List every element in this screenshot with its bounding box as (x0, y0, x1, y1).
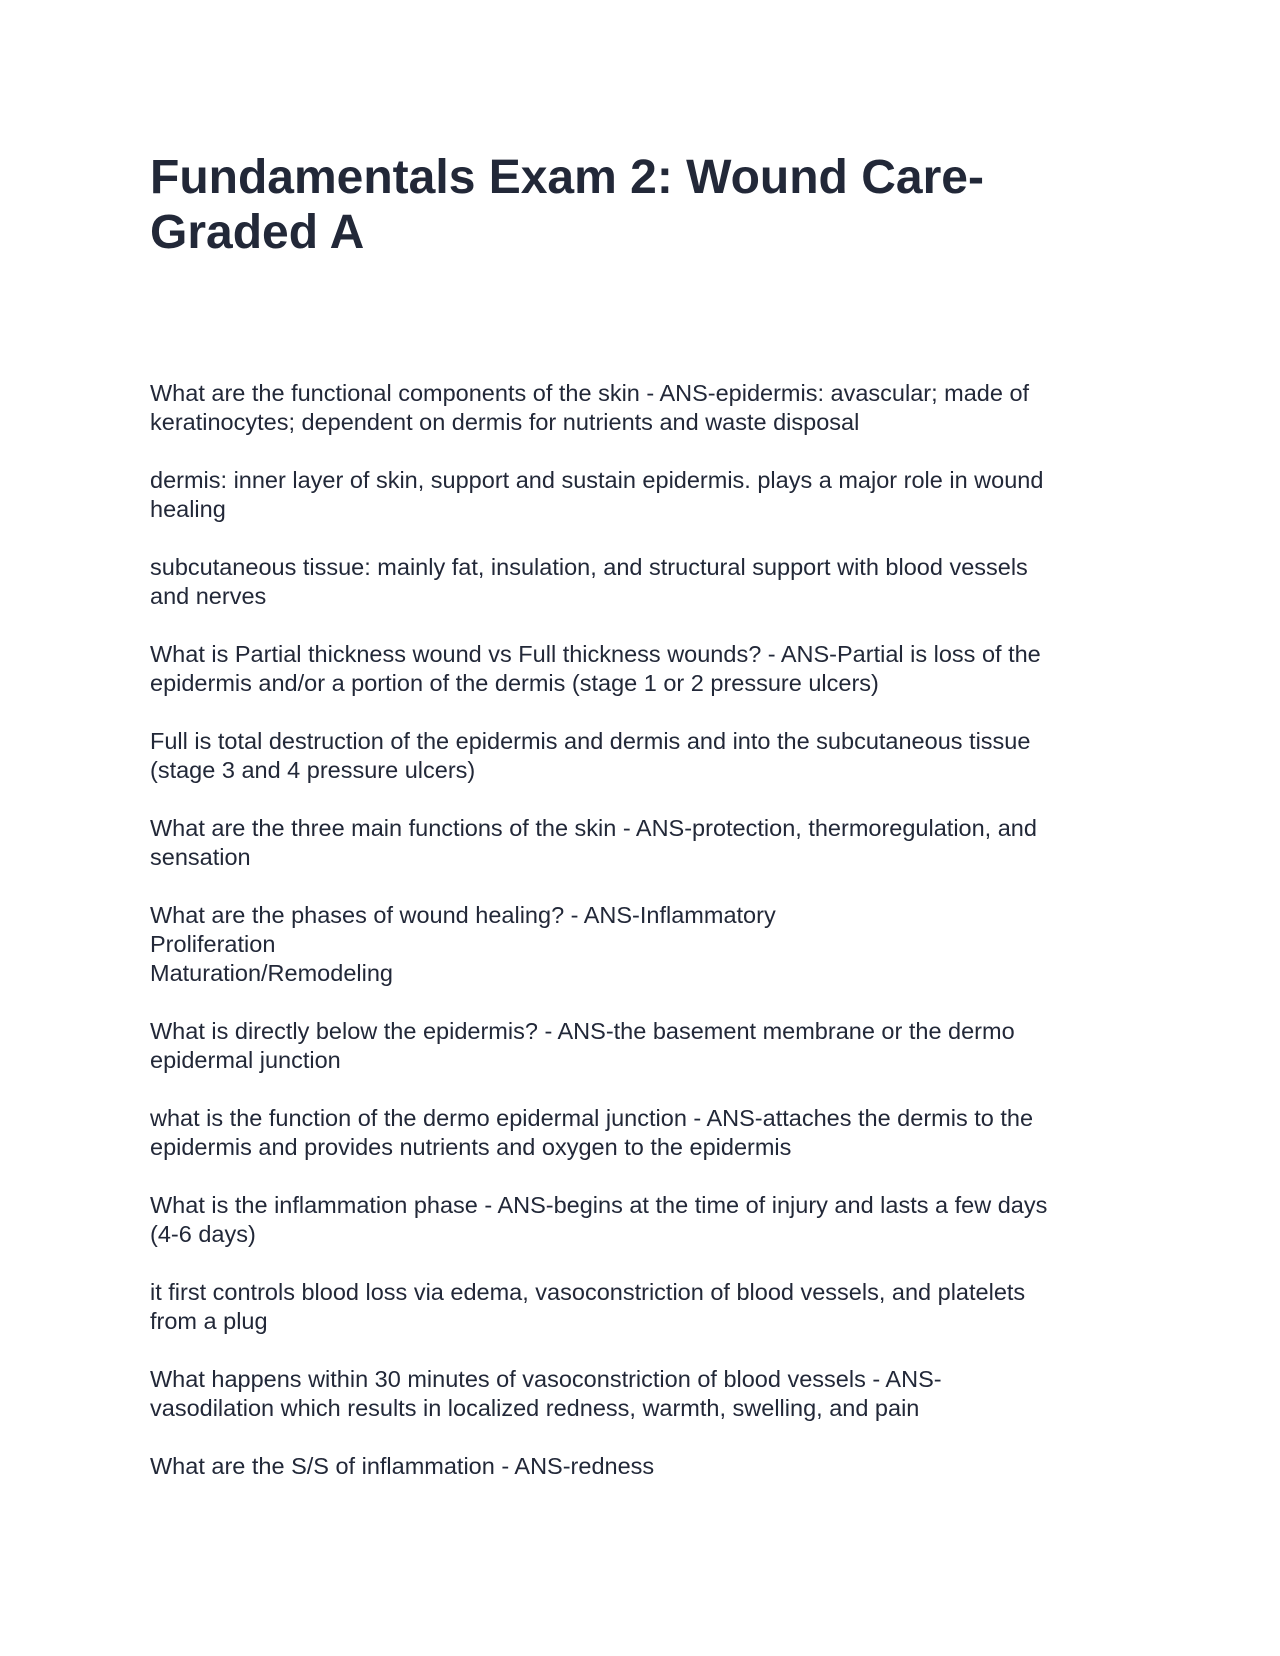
paragraph-full-thickness (150, 727, 1110, 785)
paragraph-dermis (150, 466, 1110, 524)
text-line: Proliferation (150, 931, 276, 957)
text-line: Full is total destruction of the epidermis and dermis and into the subcutaneous tissue (150, 728, 1031, 754)
text-line: epidermal junction (150, 1047, 341, 1073)
text-line: What is directly below the epidermis? - ANS-the basement membrane or the dermo (150, 1018, 1015, 1044)
paragraph-blood-loss (150, 1278, 1110, 1336)
text-line: Maturation/Remodeling (150, 960, 393, 986)
text-line: What are the functional components of the skin - ANS-epidermis: avascular; made of (150, 380, 1030, 406)
text-line: What are the phases of wound healing? - ANS-Inflammatory (150, 902, 776, 928)
text-line: dermis: inner layer of skin, support and sustain epidermis. plays a major role in wound (150, 467, 1044, 493)
paragraph-partial-vs-full (150, 640, 1110, 698)
document-page (150, 150, 1110, 1510)
paragraph-vasodilation (150, 1365, 1110, 1423)
paragraph-inflammation-phase (150, 1191, 1110, 1249)
text-line: What are the three main functions of the skin - ANS-protection, thermoregulation, and (150, 815, 1037, 841)
paragraph-healing-phases (150, 901, 1110, 988)
text-line: (stage 3 and 4 pressure ulcers) (150, 757, 476, 783)
text-line: keratinocytes; dependent on dermis for nutrients and waste disposal (150, 409, 860, 435)
paragraph-skin-functions (150, 814, 1110, 872)
document-title (150, 150, 1110, 260)
title-line: Fundamentals Exam 2: Wound Care- (150, 151, 984, 204)
paragraph-junction-function (150, 1104, 1110, 1162)
text-line: it first controls blood loss via edema, vasoconstriction of blood vessels, and platelets (150, 1279, 1026, 1305)
text-line: and nerves (150, 583, 267, 609)
paragraph-subcutaneous (150, 553, 1110, 611)
text-line: What happens within 30 minutes of vasoconstriction of blood vessels - ANS- (150, 1366, 942, 1392)
text-line: epidermis and/or a portion of the dermis (stage 1 or 2 pressure ulcers) (150, 670, 879, 696)
text-line: (4-6 days) (150, 1221, 256, 1247)
text-line: healing (150, 496, 226, 522)
document-body (150, 379, 1110, 1481)
paragraph-inflammation-signs (150, 1452, 1110, 1481)
text-line: vasodilation which results in localized redness, warmth, swelling, and pain (150, 1395, 920, 1421)
text-line: from a plug (150, 1308, 268, 1334)
paragraph-below-epidermis (150, 1017, 1110, 1075)
text-line: what is the function of the dermo epidermal junction - ANS-attaches the dermis to the (150, 1105, 1034, 1131)
paragraph-skin-components (150, 379, 1110, 437)
text-line: What are the S/S of inflammation - ANS-redness (150, 1453, 655, 1479)
text-line: sensation (150, 844, 251, 870)
text-line: epidermis and provides nutrients and oxygen to the epidermis (150, 1134, 792, 1160)
title-line: Graded A (150, 206, 365, 259)
text-line: What is the inflammation phase - ANS-begins at the time of injury and lasts a few days (150, 1192, 1048, 1218)
text-line: subcutaneous tissue: mainly fat, insulation, and structural support with blood vessels (150, 554, 1028, 580)
text-line: What is Partial thickness wound vs Full thickness wounds? - ANS-Partial is loss of the (150, 641, 1041, 667)
